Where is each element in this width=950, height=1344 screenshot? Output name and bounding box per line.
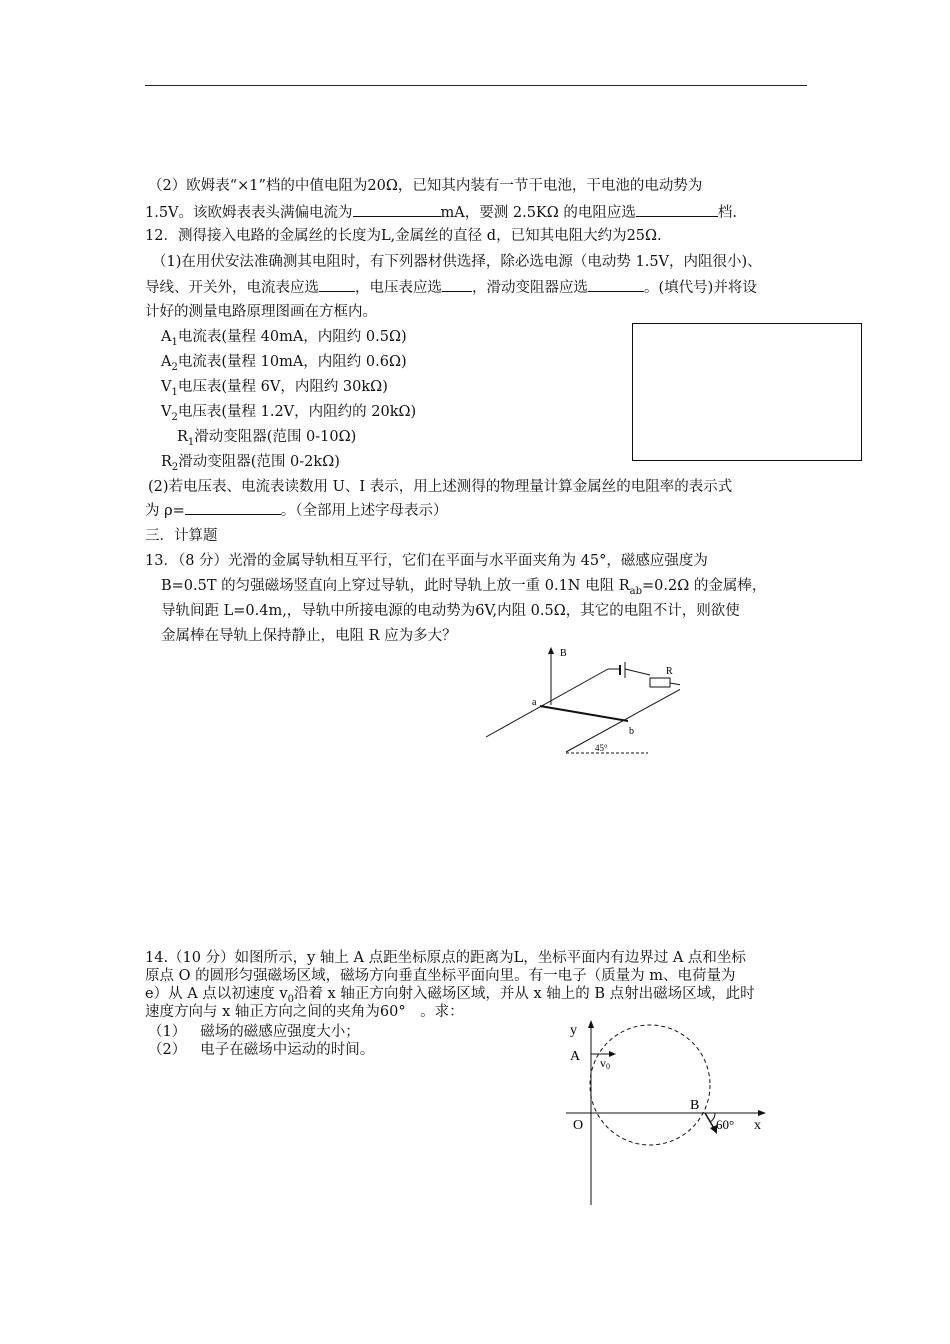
label-y: y [570, 1023, 577, 1038]
angle-45: 45° [595, 743, 608, 753]
q13-line-1: 13．（8 分）光滑的金属导轨相互平行，它们在平面与水平面夹角为 45°，磁感应强度为 [145, 553, 708, 569]
q14-sub-2: （2） 电子在磁场中运动的时间。 [148, 1042, 375, 1058]
q12-title: 12．测得接入电路的金属丝的长度为L,金属丝的直径 d，已知其电阻大约为25Ω. [145, 228, 662, 244]
q14-line-2: 原点 O 的圆形匀强磁场区域，磁场方向垂直坐标平面向里。有一电子（质量为 m、电荷量为 [145, 968, 736, 984]
answer-blank [588, 277, 644, 292]
q13-line-4: 金属棒在导轨上保持静止，电阻 R 应为多大？ [161, 628, 457, 644]
equipment-item: $R_2$滑动变阻器(范围 0-2kΩ) [161, 454, 340, 473]
equipment-item: $V_2$电压表(量程 1.2V，内阻约的 20kΩ) [161, 404, 417, 423]
rail-diagram [480, 645, 680, 760]
label-O: O [573, 1118, 584, 1133]
q14-line-4: 速度方向与 x 轴正方向之间的夹角为60° 。求： [145, 1004, 464, 1020]
equipment-item: $R_1$滑动变阻器(范围 0-10Ω) [177, 429, 357, 448]
q12-p1-line-2: 导线、开关外，电流表应选 ，电压表应选 ，滑动变阻器应选 。(填代号)并将设 [145, 277, 757, 298]
q11-line-1: （2）欧姆表“×1”档的中值电阻为20Ω，已知其内装有一节干电池，干电池的电动势为 [148, 178, 703, 194]
resistor-R [650, 678, 670, 687]
section-title: 三．计算题 [145, 528, 218, 544]
equipment-item: $A_1$电流表(量程 40mA，内阻约 0.5Ω) [161, 329, 407, 348]
q13-line-2: B=0.5T 的匀强磁场竖直向上穿过导轨，此时导轨上放一重 0.1N 电阻 $R_{ab}=0.2\Omega$ 的金属棒， [161, 578, 767, 597]
q14-line-3: e）从 A 点以初速度 $v_0$沿着 x 轴正方向射入磁场区域，并从 x 轴上的 B 点射出磁场区域，此时 [145, 986, 755, 1005]
angle-60: 60° [716, 1117, 735, 1132]
q14-sub-1: （1） 磁场的磁感应强度大小； [148, 1024, 360, 1040]
label-b: b [629, 726, 634, 737]
label-a: a [532, 697, 537, 708]
q14-line-1: 14.（10 分）如图所示，y 轴上 A 点距坐标原点的距离为L，坐标平面内有边界过 A 点和坐标 [145, 950, 746, 966]
q11-line-2: 1.5V。该欧姆表表头满偏电流为 mA，要测 2.5KΩ 的电阻应选 档. [145, 202, 737, 223]
label-B: B [690, 1098, 700, 1113]
q12-p2-line-1: (2)若电压表、电流表读数用 U、I 表示，用上述测得的物理量计算金属丝的电阻率的表示式 [148, 479, 733, 495]
header-rule [145, 85, 807, 86]
q13-line-3: 导轨间距 L=0.4m,，导轨中所接电源的电动势为6V,内阻 0.5Ω，其它的电阻不计，则欲使 [161, 603, 740, 619]
metal-bar-ab [540, 706, 628, 721]
equipment-item: $A_2$电流表(量程 10mA，内阻约 0.6Ω) [161, 354, 407, 373]
circuit-drawing-box [632, 323, 862, 461]
label-A: A [570, 1049, 581, 1064]
label-x: x [754, 1118, 761, 1133]
answer-blank [319, 277, 355, 292]
answer-blank [185, 500, 281, 515]
q12-p1-line-1: （1)在用伏安法准确测其电阻时，有下列器材供选择，除必选电源（电动势 1.5V，内阻很小)、 [152, 254, 762, 270]
answer-blank [353, 202, 441, 217]
label-v0: v0 [600, 1056, 610, 1071]
answer-blank [636, 202, 718, 217]
answer-blank [442, 277, 472, 292]
label-B: B [560, 648, 567, 659]
q12-p2-line-2: 为 ρ= 。（全部用上述字母表示） [145, 500, 448, 521]
equipment-item: $V_1$电压表(量程 6V，内阻约 30kΩ) [161, 379, 388, 398]
field-region-circle [590, 1025, 710, 1145]
magnetic-field-diagram [560, 1015, 780, 1210]
label-R: R [666, 666, 673, 677]
q12-p1-line-3: 计好的测量电路原理图画在方框内。 [145, 304, 377, 320]
